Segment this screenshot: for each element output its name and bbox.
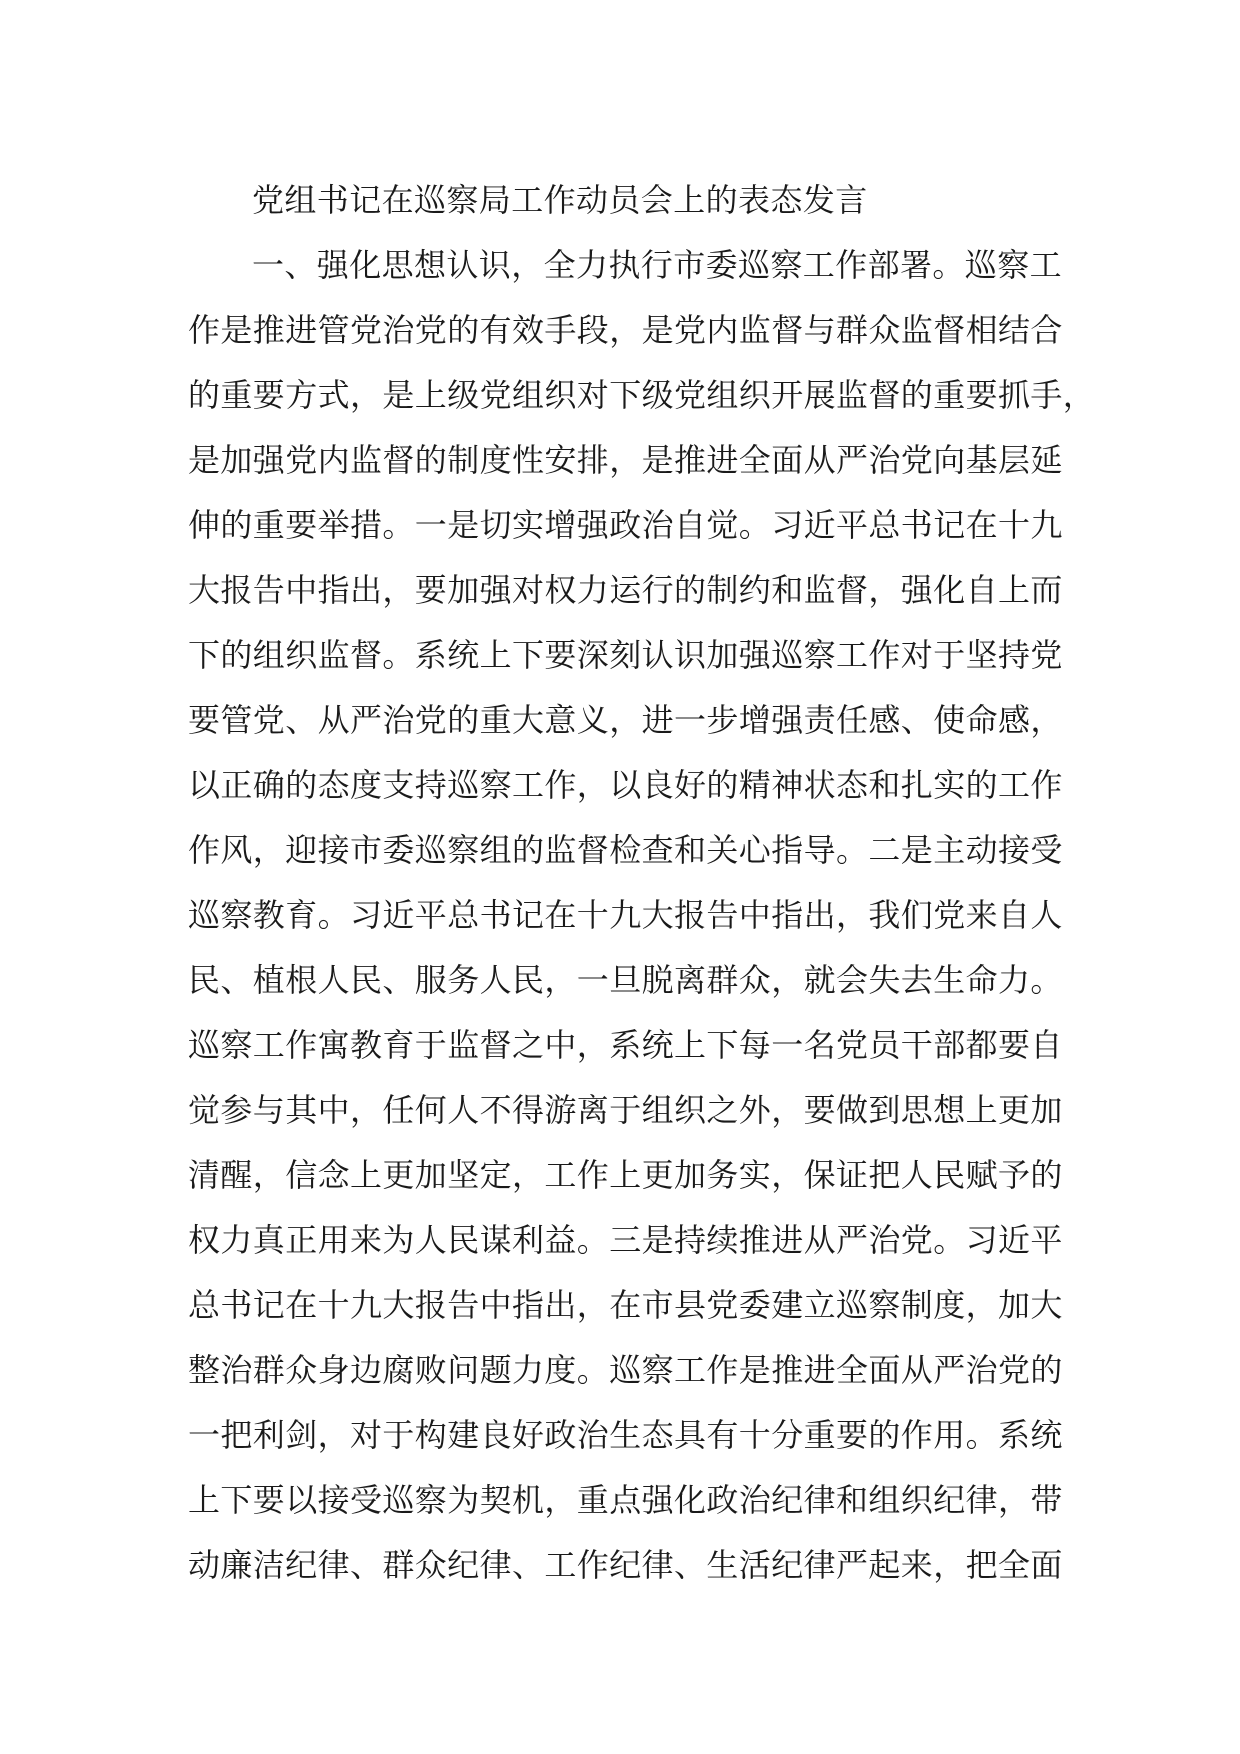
paragraph-line: 作风，迎接市委巡察组的监督检查和关心指导。二是主动接受 <box>188 831 1063 869</box>
paragraph-line: 巡察工作寓教育于监督之中，系统上下每一名党员干部都要自 <box>188 1026 1063 1064</box>
paragraph-line: 总书记在十九大报告中指出，在市县党委建立巡察制度，加大 <box>188 1286 1063 1324</box>
paragraph-line: 是加强党内监督的制度性安排，是推进全面从严治党向基层延 <box>188 441 1063 479</box>
paragraph-line: 以正确的态度支持巡察工作，以良好的精神状态和扎实的工作 <box>188 766 1063 804</box>
document-body <box>188 168 1096 1598</box>
document-title: 党组书记在巡察局工作动员会上的表态发言 <box>252 181 868 219</box>
paragraph-line: 上下要以接受巡察为契机，重点强化政治纪律和组织纪律，带 <box>188 1481 1063 1519</box>
paragraph-line: 的重要方式，是上级党组织对下级党组织开展监督的重要抓手， <box>188 376 1096 414</box>
paragraph-line: 大报告中指出，要加强对权力运行的制约和监督，强化自上而 <box>188 571 1063 609</box>
paragraph-line: 动廉洁纪律、群众纪律、工作纪律、生活纪律严起来，把全面 <box>188 1546 1063 1584</box>
paragraph-line: 一把利剑，对于构建良好政治生态具有十分重要的作用。系统 <box>188 1416 1063 1454</box>
paragraph-line: 整治群众身边腐败问题力度。巡察工作是推进全面从严治党的 <box>188 1351 1063 1389</box>
paragraph-line: 一、强化思想认识，全力执行市委巡察工作部署。巡察工 <box>252 246 1063 284</box>
paragraph-line: 伸的重要举措。一是切实增强政治自觉。习近平总书记在十九 <box>188 506 1063 544</box>
paragraph-line: 要管党、从严治党的重大意义，进一步增强责任感、使命感， <box>188 701 1063 739</box>
paragraph-line: 巡察教育。习近平总书记在十九大报告中指出，我们党来自人 <box>188 896 1063 934</box>
paragraph-line: 觉参与其中，任何人不得游离于组织之外，要做到思想上更加 <box>188 1091 1063 1129</box>
paragraph-line: 作是推进管党治党的有效手段，是党内监督与群众监督相结合 <box>188 311 1063 349</box>
paragraph-line: 清醒，信念上更加坚定，工作上更加务实，保证把人民赋予的 <box>188 1156 1063 1194</box>
paragraph-line: 民、植根人民、服务人民，一旦脱离群众，就会失去生命力。 <box>188 961 1063 999</box>
paragraph-line: 权力真正用来为人民谋利益。三是持续推进从严治党。习近平 <box>188 1221 1063 1259</box>
paragraph-line: 下的组织监督。系统上下要深刻认识加强巡察工作对于坚持党 <box>188 636 1063 674</box>
